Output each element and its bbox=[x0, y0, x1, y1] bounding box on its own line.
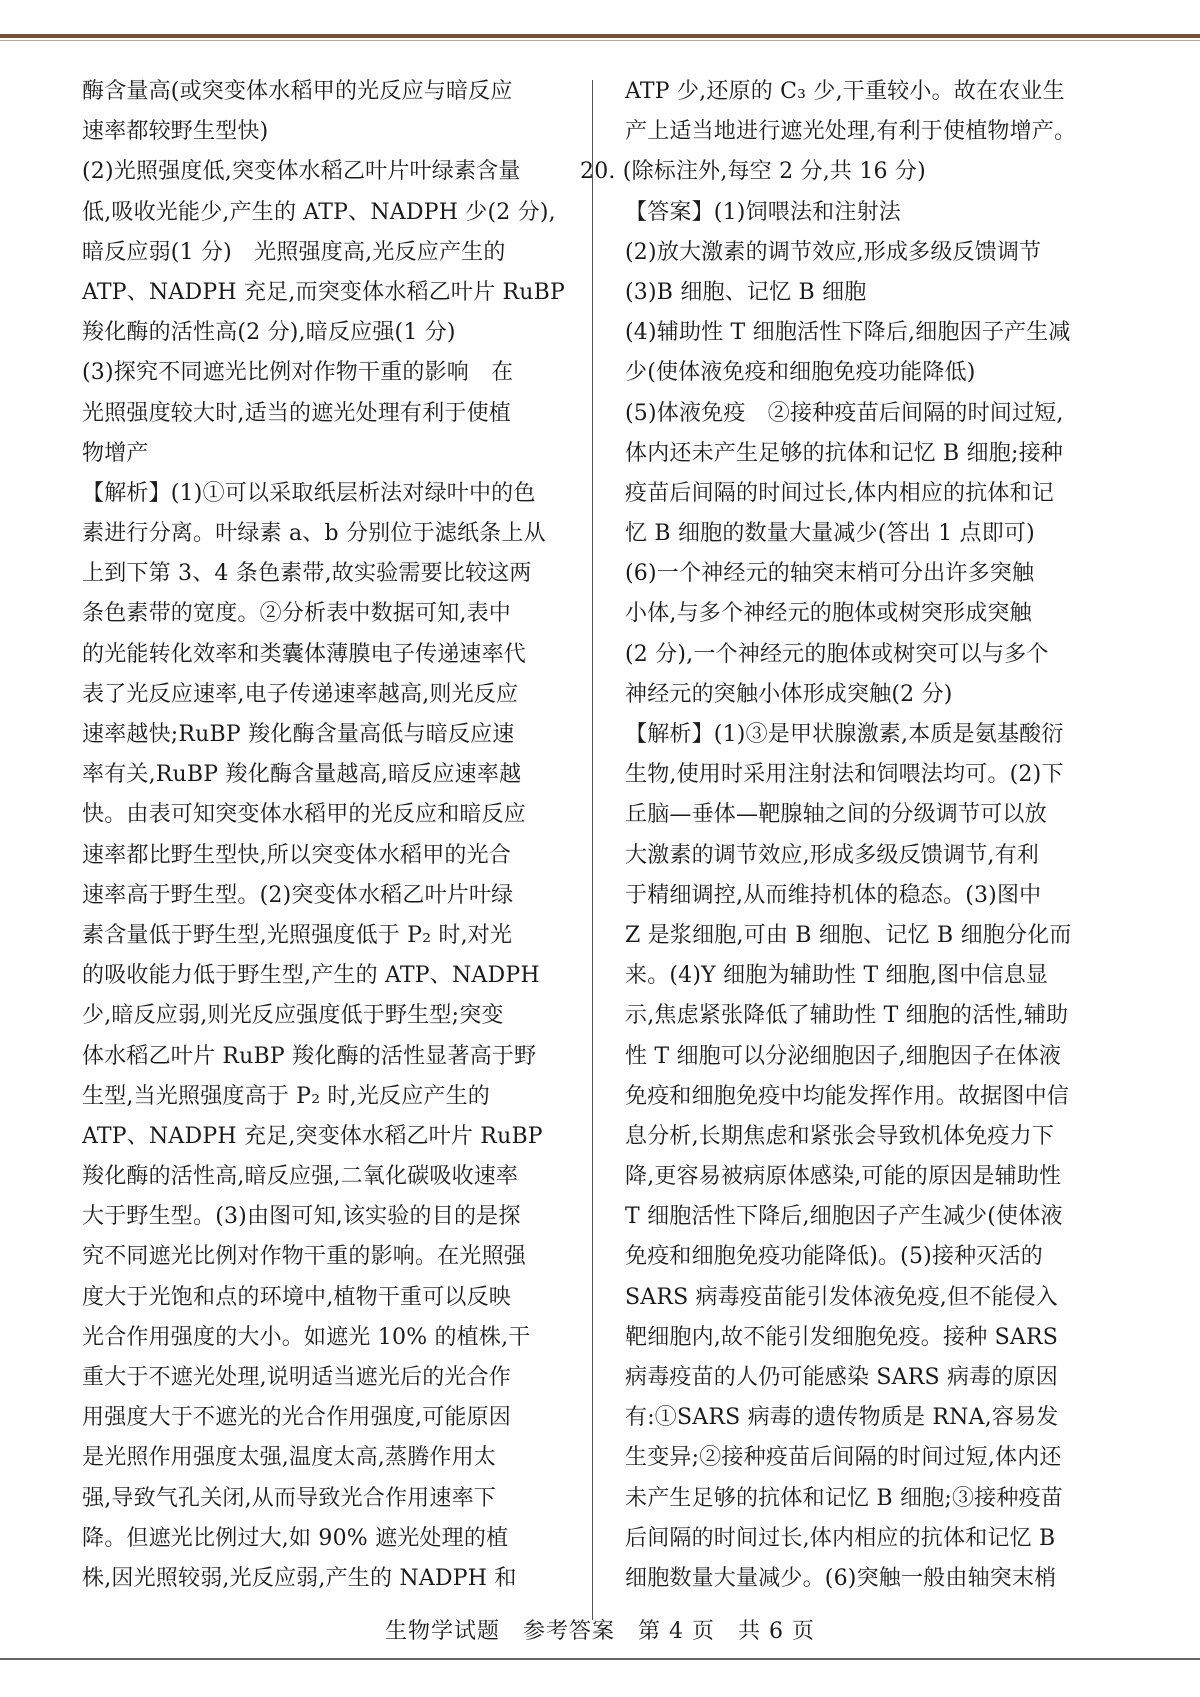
text-line: 快。由表可知突变体水稻甲的光反应和暗反应 bbox=[82, 802, 527, 828]
top-border-inner bbox=[0, 40, 1200, 41]
text-line: 条色素带的宽度。②分析表中数据可知,表中 bbox=[82, 601, 511, 627]
text-line: 体水稻乙叶片 RuBP 羧化酶的活性显著高于野 bbox=[82, 1043, 537, 1069]
text-line: 低,吸收光能少,产生的 ATP、NADPH 少(2 分), bbox=[82, 199, 556, 225]
text-line: 免疫和细胞免疫中均能发挥作用。故据图中信 bbox=[625, 1083, 1070, 1109]
text-line: 【解析】(1)①可以采取纸层析法对绿叶中的色 bbox=[82, 480, 536, 506]
text-line: 暗反应弱(1 分) 光照强度高,光反应产生的 bbox=[82, 239, 506, 265]
text-line: 靶细胞内,故不能引发细胞免疫。接种 SARS bbox=[625, 1324, 1058, 1350]
text-line: 降,更容易被病原体感染,可能的原因是辅助性 bbox=[625, 1164, 1062, 1190]
text-line: 度大于光饱和点的环境中,植物干重可以反映 bbox=[82, 1284, 511, 1310]
text-line: 光照强度较大时,适当的遮光处理有利于使植 bbox=[82, 400, 511, 426]
text-line: 速率高于野生型。(2)突变体水稻乙叶片叶绿 bbox=[82, 882, 514, 908]
text-line: 究不同遮光比例对作物干重的影响。在光照强 bbox=[82, 1244, 527, 1270]
text-line: 小体,与多个神经元的胞体或树突形成突触 bbox=[625, 601, 1032, 627]
text-line: 有:①SARS 病毒的遗传物质是 RNA,容易发 bbox=[625, 1405, 1059, 1431]
text-line: T 细胞活性下降后,细胞因子产生减少(使体液 bbox=[625, 1204, 1063, 1230]
text-line: 产上适当地进行遮光处理,有利于使植物增产。 bbox=[625, 119, 1077, 145]
text-line: (2 分),一个神经元的胞体或树突可以与多个 bbox=[625, 641, 1049, 667]
text-line: 【答案】(1)饲喂法和注射法 bbox=[625, 199, 901, 225]
text-line: 降。但遮光比例过大,如 90% 遮光处理的植 bbox=[82, 1525, 509, 1551]
text-line: 上到下第 3、4 条色素带,故实验需要比较这两 bbox=[82, 561, 532, 587]
text-line: 免疫和细胞免疫功能降低)。(5)接种灭活的 bbox=[625, 1244, 1043, 1270]
text-line: 素进行分离。叶绿素 a、b 分别位于滤纸条上从 bbox=[82, 521, 546, 547]
bottom-border bbox=[0, 1658, 1200, 1660]
column-divider bbox=[592, 80, 593, 1620]
text-line: 速率越快;RuBP 羧化酶含量高低与暗反应速 bbox=[82, 722, 515, 747]
text-line: 是光照作用强度太强,温度太高,蒸腾作用太 bbox=[82, 1445, 496, 1471]
text-line: 的吸收能力低于野生型,产生的 ATP、NADPH bbox=[82, 963, 540, 989]
text-line: 来。(4)Y 细胞为辅助性 T 细胞,图中信息显 bbox=[625, 963, 1049, 989]
text-line: 少(使体液免疫和细胞免疫功能降低) bbox=[625, 360, 976, 386]
text-line: 神经元的突触小体形成突触(2 分) bbox=[625, 681, 953, 707]
text-line: 的光能转化效率和类囊体薄膜电子传递速率代 bbox=[82, 641, 527, 667]
text-line: 素含量低于野生型,光照强度低于 P₂ 时,对光 bbox=[82, 922, 513, 948]
text-line: 速率都比野生型快,所以突变体水稻甲的光合 bbox=[82, 842, 511, 868]
text-line: 【解析】(1)③是甲状腺激素,本质是氨基酸衍 bbox=[625, 722, 1064, 747]
text-line: ATP、NADPH 充足,突变体水稻乙叶片 RuBP bbox=[82, 1123, 543, 1149]
text-line: 息分析,长期焦虑和紧张会导致机体免疫力下 bbox=[625, 1123, 1054, 1149]
text-line: 物增产 bbox=[82, 440, 149, 466]
text-line: (3)B 细胞、记忆 B 细胞 bbox=[625, 279, 867, 305]
text-line: 用强度大于不遮光的光合作用强度,可能原因 bbox=[82, 1405, 511, 1431]
text-line: 体内还未产生足够的抗体和记忆 B 细胞;接种 bbox=[625, 440, 1063, 466]
text-line: 疫苗后间隔的时间过长,体内相应的抗体和记 bbox=[625, 480, 1054, 506]
text-line: (3)探究不同遮光比例对作物干重的影响 在 bbox=[82, 360, 514, 386]
text-line: 病毒疫苗的人仍可能感染 SARS 病毒的原因 bbox=[625, 1365, 1058, 1390]
text-line: 生型,当光照强度高于 P₂ 时,光反应产生的 bbox=[82, 1083, 490, 1109]
text-line: 性 T 细胞可以分泌细胞因子,细胞因子在体液 bbox=[625, 1043, 1062, 1069]
text-line: 率有关,RuBP 羧化酶含量越高,暗反应速率越 bbox=[82, 762, 522, 788]
text-line: 少,暗反应弱,则光反应强度低于野生型;突变 bbox=[82, 1003, 504, 1029]
text-line: 光合作用强度的大小。如遮光 10% 的植株,干 bbox=[82, 1324, 531, 1350]
text-line: 重大于不遮光处理,说明适当遮光后的光合作 bbox=[82, 1365, 511, 1390]
text-line: (2)放大激素的调节效应,形成多级反馈调节 bbox=[625, 239, 1042, 265]
text-line: 羧化酶的活性高(2 分),暗反应强(1 分) bbox=[82, 320, 456, 346]
text-line: ATP、NADPH 充足,而突变体水稻乙叶片 RuBP bbox=[82, 279, 566, 305]
text-line: ATP 少,还原的 C₃ 少,干重较小。故在农业生 bbox=[625, 79, 1065, 104]
page-footer: 生物学试题 参考答案 第 4 页 共 6 页 bbox=[385, 1619, 815, 1644]
text-line: 大于野生型。(3)由图可知,该实验的目的是探 bbox=[82, 1204, 521, 1230]
text-line: (6)一个神经元的轴突末梢可分出许多突触 bbox=[625, 561, 1035, 587]
text-line: SARS 病毒疫苗能引发体液免疫,但不能侵入 bbox=[625, 1284, 1058, 1310]
left-text-column bbox=[82, 72, 580, 1599]
text-line: 大激素的调节效应,形成多级反馈调节,有利 bbox=[625, 842, 1039, 868]
text-line: 未产生足够的抗体和记忆 B 细胞;③接种疫苗 bbox=[625, 1485, 1063, 1511]
text-line: 于精细调控,从而维持机体的稳态。(3)图中 bbox=[625, 882, 1042, 908]
text-line: 羧化酶的活性高,暗反应强,二氧化碳吸收速率 bbox=[82, 1164, 519, 1190]
text-line: 后间隔的时间过长,体内相应的抗体和记忆 B bbox=[625, 1525, 1056, 1551]
text-line: 示,焦虑紧张降低了辅助性 T 细胞的活性,辅助 bbox=[625, 1003, 1069, 1029]
text-line: (2)光照强度低,突变体水稻乙叶片叶绿素含量 bbox=[82, 159, 521, 185]
text-line: 丘脑—垂体—靶腺轴之间的分级调节可以放 bbox=[625, 802, 1047, 828]
text-line: 速率都较野生型快) bbox=[82, 119, 269, 145]
text-line: (4)辅助性 T 细胞活性下降后,细胞因子产生减 bbox=[625, 320, 1071, 346]
text-line: 表了光反应速率,电子传递速率越高,则光反应 bbox=[82, 681, 519, 707]
text-line: 细胞数量大量减少。(6)突触一般由轴突末梢 bbox=[625, 1565, 1057, 1591]
text-line: 忆 B 细胞的数量大量减少(答出 1 点即可) bbox=[625, 521, 1035, 547]
text-line: 20. (除标注外,每空 2 分,共 16 分) bbox=[580, 159, 926, 185]
text-line: 强,导致气孔关闭,从而导致光合作用速率下 bbox=[82, 1485, 496, 1511]
top-border bbox=[0, 34, 1200, 38]
right-text-column bbox=[580, 72, 1123, 1599]
text-line: Z 是浆细胞,可由 B 细胞、记忆 B 细胞分化而 bbox=[625, 922, 1072, 948]
text-line: 生变异;②接种疫苗后间隔的时间过短,体内还 bbox=[625, 1445, 1062, 1471]
text-line: 酶含量高(或突变体水稻甲的光反应与暗反应 bbox=[82, 79, 513, 104]
text-line: 生物,使用时采用注射法和饲喂法均可。(2)下 bbox=[625, 762, 1064, 788]
text-line: (5)体液免疫 ②接种疫苗后间隔的时间过短, bbox=[625, 400, 1064, 426]
text-line: 株,因光照较弱,光反应弱,产生的 NADPH 和 bbox=[82, 1565, 517, 1591]
